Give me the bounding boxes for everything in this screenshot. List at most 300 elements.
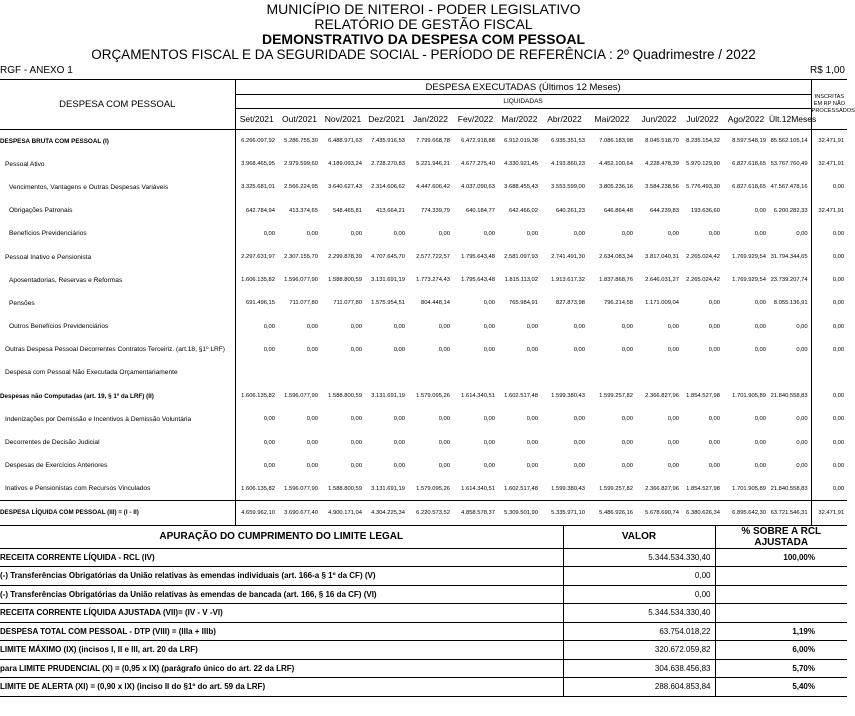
cell-value: 0,00 [796, 439, 808, 446]
row-label: Decorrentes de Decisão Judicial [5, 439, 100, 447]
cell-value: 0,00 [667, 462, 679, 469]
cell-value: 0,00 [621, 439, 633, 446]
cell-value: 827.873,98 [555, 300, 585, 307]
cell-value: 0,00 [796, 230, 808, 237]
limits-header-pct: % SOBRE A RCL AJUSTADA [715, 525, 847, 548]
cell-value: 3.584.238,56 [645, 184, 679, 191]
month-header: Mai/2022 [588, 109, 636, 130]
cell-value: 644.239,83 [649, 207, 679, 214]
limits-header-value: VALOR [563, 525, 715, 548]
cell-value: 0,00 [811, 245, 847, 268]
cell-value: 4.447.606,42 [416, 184, 450, 191]
cell-value: 3.805.236,16 [599, 184, 633, 191]
cell-value: 1.773.274,43 [416, 277, 450, 284]
cell-value: 0,00 [306, 346, 318, 353]
cell-value: 0,00 [483, 300, 495, 307]
cell-value: 642.784,94 [235, 199, 278, 222]
cell-value: 1.579.095,26 [416, 393, 450, 400]
cell-value: 0,00 [667, 439, 679, 446]
cell-value: 1.599.257,82 [599, 485, 633, 492]
cell-value: 0,00 [526, 346, 538, 353]
cell-value: 6.380.626,34 [686, 509, 720, 516]
cell-value: 0,00 [573, 439, 585, 446]
cell-value: 7.435.916,53 [371, 138, 405, 145]
table-row [0, 385, 847, 408]
month-header: Mar/2022 [498, 109, 541, 130]
cell-value: 2.581.097,93 [504, 254, 538, 261]
cell-value: 0,00 [483, 323, 495, 330]
cell-value: 8.235.154,32 [686, 138, 720, 145]
cell-value: 1.602.517,48 [504, 485, 538, 492]
cell-value [408, 361, 453, 384]
cell-value: 6.827.618,65 [732, 184, 766, 191]
cell-value: 0,00 [306, 416, 318, 423]
cell-value: 413.664,21 [375, 207, 405, 214]
limits-value: 5.344.534.330,40 [563, 548, 715, 567]
cell-value: 0,00 [754, 462, 766, 469]
limits-table [0, 525, 847, 697]
cell-value: 0,00 [811, 408, 847, 431]
table-row [0, 245, 847, 268]
cell-value: 0,00 [708, 230, 720, 237]
cell-value: 0,00 [306, 323, 318, 330]
limits-row [0, 604, 847, 623]
table-row [0, 361, 847, 384]
table-row [0, 222, 847, 245]
cell-value: 0,00 [667, 323, 679, 330]
cell-value: 0,00 [235, 315, 278, 338]
cell-value: 6.220.573,52 [416, 509, 450, 516]
cell-value: 0,00 [438, 230, 450, 237]
main-header: DESPESA COM PESSOAL [0, 80, 235, 130]
cell-value: 0,00 [526, 462, 538, 469]
cell-value: 0,00 [621, 462, 633, 469]
cell-value: 0,00 [306, 230, 318, 237]
row-label: Indenizações por Demissão e Incentivos à Demissão Voluntária [5, 415, 192, 423]
cell-value: 1.854.527,98 [686, 485, 720, 492]
cell-value: 1.614.340,51 [461, 485, 495, 492]
cell-value: 2.634.083,34 [599, 254, 633, 261]
cell-value: 6.488.971,63 [328, 138, 362, 145]
cell-value: 0,00 [235, 408, 278, 431]
cell-value: 0,00 [754, 416, 766, 423]
cell-value: 0,00 [573, 230, 585, 237]
cell-value [365, 361, 408, 384]
cell-value: 0,00 [393, 323, 405, 330]
cell-value: 0,00 [667, 416, 679, 423]
cell-value: 0,00 [708, 300, 720, 307]
cell-value: 5.335.971,10 [551, 509, 585, 516]
limits-label: (-) Transferências Obrigatórias da União relativas às emendas de bancada (art. 166, § 16 da CF) (VI) [0, 585, 563, 604]
cell-value: 0,00 [350, 462, 362, 469]
cell-value: 4.330.921,45 [504, 161, 538, 168]
cell-value: 6.266.097,92 [235, 130, 278, 153]
table-row [0, 338, 847, 361]
row-label: Pessoal Ativo [5, 160, 45, 168]
cell-value: 5.486.926,16 [599, 509, 633, 516]
table-row [0, 199, 847, 222]
month-header: Jul/2022 [682, 109, 723, 130]
cell-value: 1.606.135,82 [235, 477, 278, 500]
cell-value: 7.086.183,98 [599, 138, 633, 145]
cell-value: 0,00 [621, 323, 633, 330]
cell-value: 0,00 [350, 346, 362, 353]
month-header: Nov/2021 [321, 109, 365, 130]
cell-value: 2.979.599,60 [284, 161, 318, 168]
cell-value: 640.261,23 [555, 207, 585, 214]
cell-value: 21.840.558,83 [770, 393, 808, 400]
month-header: Set/2021 [235, 109, 278, 130]
municipality-title: MUNICÍPIO DE NITEROI - PODER LEGISLATIVO [266, 1, 581, 17]
cell-value: 5.221.946,21 [416, 161, 450, 168]
cell-value [541, 361, 588, 384]
liquidated-header: LIQUIDADAS [235, 95, 811, 109]
cell-value: 0,00 [306, 439, 318, 446]
limits-label: RECEITA CORRENTE LÍQUIDA - RCL (IV) [0, 548, 563, 567]
table-row [0, 130, 847, 153]
cell-value: 3.640.627,43 [328, 184, 362, 191]
row-label: Benefícios Previdenciários [9, 230, 87, 238]
cell-value: 21.840.558,83 [770, 485, 808, 492]
cell-value: 0,00 [393, 346, 405, 353]
cell-value: 0,00 [438, 346, 450, 353]
cell-value: 2.314.606,62 [371, 184, 405, 191]
limits-row [0, 567, 847, 586]
cell-value: 1.602.517,48 [504, 393, 538, 400]
table-row [0, 408, 847, 431]
cell-value: 2.741.491,30 [551, 254, 585, 261]
cell-value: 0,00 [438, 416, 450, 423]
cell-value: 53.767.760,49 [770, 161, 808, 168]
cell-value: 548.465,81 [332, 207, 362, 214]
cell-value: 4.037.090,63 [461, 184, 495, 191]
cell-value: 0,00 [811, 477, 847, 500]
cell-value: 1.171.009,04 [645, 300, 679, 307]
cell-value: 8.055.136,91 [773, 300, 808, 307]
cell-value: 2.366.827,96 [645, 485, 679, 492]
cell-value: 0,00 [811, 269, 847, 292]
cell-value: 413.374,65 [288, 207, 318, 214]
cell-value: 0,00 [438, 462, 450, 469]
cell-value: 0,00 [235, 431, 278, 454]
cell-value: 0,00 [350, 323, 362, 330]
cell-value: 0,00 [754, 346, 766, 353]
cell-value [636, 361, 682, 384]
table-row [0, 153, 847, 176]
inscribed-header: INSCRITAS EM RP NÃO PROCESSADOS [811, 80, 847, 130]
cell-value: 0,00 [796, 346, 808, 353]
cell-value: 1.701.905,89 [732, 485, 766, 492]
cell-value: 711.077,80 [333, 300, 362, 307]
table-row [0, 501, 847, 525]
cell-value: 0,00 [393, 439, 405, 446]
cell-value: 0,00 [235, 454, 278, 477]
limits-label: RECEITA CORRENTE LÍQUIDA AJUSTADA (VII)= (IV - V -VI) [0, 604, 563, 623]
limits-label: DESPESA TOTAL COM PESSOAL - DTP (VIII) = (IIIa + IIIb) [0, 622, 563, 641]
cell-value: 0,00 [393, 416, 405, 423]
period-title: ORÇAMENTOS FISCAL E DA SEGURIDADE SOCIAL - PERÍODO DE REFERÊNCIA : 2º Quadrimestre / 2022 [91, 47, 756, 62]
limits-pct: 6,00% [715, 641, 847, 660]
expense-table [0, 79, 855, 525]
cell-value: 0,00 [754, 439, 766, 446]
row-label: Despesa com Pessoal Não Executada Orçamentariamente [5, 369, 178, 377]
limits-pct [715, 604, 847, 623]
cell-value [588, 361, 636, 384]
cell-value: 2.297.631,97 [235, 245, 278, 268]
cell-value: 0,00 [811, 385, 847, 408]
cell-value: 0,00 [811, 222, 847, 245]
cell-value: 193.636,60 [690, 207, 720, 214]
cell-value: 4.228.478,39 [645, 161, 679, 168]
cell-value: 0,00 [811, 292, 847, 315]
cell-value: 1.795.643,48 [461, 254, 495, 261]
cell-value: 2.728.270,83 [371, 161, 405, 168]
cell-value: 6.935.351,53 [551, 138, 585, 145]
cell-value: 0,00 [811, 338, 847, 361]
cell-value: 4.900.171,04 [328, 509, 362, 516]
cell-value: 5.286.755,30 [284, 138, 318, 145]
cell-value: 0,00 [811, 315, 847, 338]
cell-value: 1.606.135,82 [235, 385, 278, 408]
cell-value: 0,00 [483, 230, 495, 237]
row-label: DESPESA LÍQUIDA COM PESSOAL (III) = (I - II) [0, 509, 139, 517]
cell-value: 2.566.224,95 [284, 184, 318, 191]
row-label: Outros Benefícios Previdenciários [9, 323, 109, 331]
cell-value: 640.184,77 [465, 207, 495, 214]
cell-value: 4.189.093,24 [328, 161, 362, 168]
cell-value: 5.970.129,90 [686, 161, 720, 168]
cell-value: 0,00 [483, 346, 495, 353]
cell-value: 5.309.501,90 [504, 509, 538, 516]
cell-value: 765.984,91 [508, 300, 538, 307]
cell-value: 4.659.962,10 [235, 501, 278, 525]
cell-value: 711.077,80 [289, 300, 318, 307]
month-header: Ago/2022 [723, 109, 769, 130]
cell-value: 0,00 [483, 462, 495, 469]
report-title: RELATÓRIO DE GESTÃO FISCAL [314, 16, 533, 32]
cell-value: 0,00 [350, 439, 362, 446]
cell-value: 3.817.040,31 [645, 254, 679, 261]
cell-value: 1.701.905,89 [732, 393, 766, 400]
limits-value: 0,00 [563, 585, 715, 604]
month-header: Fev/2022 [453, 109, 498, 130]
cell-value: 0,00 [754, 207, 766, 214]
limits-row [0, 641, 847, 660]
cell-value: 6.827.618,65 [732, 161, 766, 168]
table-row [0, 269, 847, 292]
cell-value: 2.265.024,42 [686, 254, 720, 261]
cell-value: 0,00 [796, 416, 808, 423]
table-row [0, 176, 847, 199]
cell-value: 0,00 [483, 416, 495, 423]
cell-value: 0,00 [526, 230, 538, 237]
month-header: Abr/2022 [541, 109, 588, 130]
cell-value: 1.769.929,54 [732, 277, 766, 284]
cell-value: 0,00 [235, 222, 278, 245]
cell-value: 1.588.800,59 [328, 485, 362, 492]
limits-row [0, 678, 847, 697]
cell-value: 3.688.455,43 [504, 184, 538, 191]
cell-value: 3.690.677,40 [284, 509, 318, 516]
cell-value: 4.707.645,70 [371, 254, 405, 261]
cell-value: 0,00 [754, 300, 766, 307]
limits-label: LIMITE DE ALERTA (XI) = (0,90 x IX) (inciso II do §1º do art. 59 da LRF) [0, 678, 563, 697]
cell-value [498, 361, 541, 384]
limits-label: para LIMITE PRUDENCIAL (X) = (0,95 x IX) (parágrafo único do art. 22 da LRF) [0, 659, 563, 678]
cell-value: 2.265.024,42 [686, 277, 720, 284]
limits-row [0, 585, 847, 604]
cell-value: 1.837.868,76 [599, 277, 633, 284]
cell-value: 6.200.282,33 [773, 207, 808, 214]
cell-value [723, 361, 769, 384]
month-header: Jun/2022 [636, 109, 682, 130]
limits-value: 320.672.059,82 [563, 641, 715, 660]
limits-row [0, 548, 847, 567]
cell-value: 32.471,91 [811, 130, 847, 153]
limits-label: LIMITE MÁXIMO (IX) (incisos I, II e III, art. 20 da LRF) [0, 641, 563, 660]
cell-value: 0,00 [796, 462, 808, 469]
cell-value: 0,00 [708, 323, 720, 330]
cell-value: 0,00 [573, 346, 585, 353]
cell-value: 0,00 [708, 439, 720, 446]
cell-value: 0,00 [621, 346, 633, 353]
cell-value: 0,00 [438, 323, 450, 330]
cell-value [235, 361, 278, 384]
cell-value: 0,00 [573, 462, 585, 469]
report-header [0, 2, 847, 62]
subheader [0, 65, 847, 79]
limits-value: 5.344.534.330,40 [563, 604, 715, 623]
row-label: Despesas não Computadas (art. 19, § 1º da LRF) (II) [0, 392, 154, 400]
row-label: DESPESA BRUTA COM PESSOAL (I) [0, 137, 109, 145]
cell-value: 0,00 [708, 462, 720, 469]
executed-header: DESPESA EXECUTADAS (Últimos 12 Meses) [235, 80, 811, 95]
cell-value: 6.472.918,88 [461, 138, 495, 145]
cell-value: 0,00 [235, 338, 278, 361]
cell-value: 804.448,14 [420, 300, 450, 307]
annex-label: RGF - ANEXO 1 [0, 65, 73, 76]
cell-value: 0,00 [350, 230, 362, 237]
cell-value: 8.597.548,19 [732, 138, 766, 145]
limits-pct [715, 585, 847, 604]
cell-value: 0,00 [667, 230, 679, 237]
cell-value: 1.596.077,90 [284, 485, 318, 492]
limits-pct: 1,19% [715, 622, 847, 641]
cell-value: 642.466,02 [508, 207, 538, 214]
cell-value: 1.575.954,51 [371, 300, 405, 307]
row-label: Pensões [9, 299, 35, 307]
cell-value: 796.214,58 [603, 300, 633, 307]
cell-value: 1.769.929,54 [732, 254, 766, 261]
cell-value: 1.579.095,26 [416, 485, 450, 492]
cell-value: 0,00 [526, 439, 538, 446]
cell-value: 2.646.031,27 [645, 277, 679, 284]
cell-value: 1.588.800,59 [328, 393, 362, 400]
cell-value: 0,00 [621, 416, 633, 423]
table-row [0, 431, 847, 454]
cell-value: 0,00 [526, 323, 538, 330]
cell-value: 0,00 [438, 439, 450, 446]
cell-value: 0,00 [667, 346, 679, 353]
cell-value: 1.913.617,32 [551, 277, 585, 284]
cell-value: 0,00 [393, 230, 405, 237]
cell-value [321, 361, 365, 384]
cell-value [769, 361, 811, 384]
cell-value: 4.193.860,23 [551, 161, 585, 168]
cell-value: 4.452.100,64 [599, 161, 633, 168]
cell-value: 3.553.599,00 [551, 184, 585, 191]
month-header: Jan/2022 [408, 109, 453, 130]
cell-value: 31.794.344,65 [770, 254, 808, 261]
cell-value: 3.968.465,95 [235, 153, 278, 176]
cell-value: 1.599.257,82 [599, 393, 633, 400]
cell-value: 1.854.527,98 [686, 393, 720, 400]
cell-value [682, 361, 723, 384]
cell-value: 0,00 [573, 323, 585, 330]
cell-value: 6.912.019,38 [504, 138, 538, 145]
cell-value: 2.299.878,39 [328, 254, 362, 261]
table-row [0, 454, 847, 477]
row-label: Inativos e Pensionistas com Recursos Vinculados [5, 485, 151, 493]
cell-value: 47.567.478,16 [770, 184, 808, 191]
table-row [0, 477, 847, 500]
cell-value: 0,00 [796, 323, 808, 330]
cell-value: 1.614.340,51 [461, 393, 495, 400]
row-label: Outras Despesa Pessoal Decorrentes Contratos Terceiriz. (art.18, §1º LRF) [5, 346, 225, 354]
cell-value: 3.131.691,19 [371, 277, 405, 284]
limits-pct [715, 567, 847, 586]
cell-value: 0,00 [811, 176, 847, 199]
statement-title: DEMONSTRATIVO DA DESPESA COM PESSOAL [261, 31, 586, 47]
cell-value: 5.678.690,74 [645, 509, 679, 516]
cell-value: 4.677.275,40 [461, 161, 495, 168]
limits-row [0, 622, 847, 641]
limits-value: 304.638.456,83 [563, 659, 715, 678]
row-label: Obrigações Patronais [9, 207, 73, 215]
cell-value: 63.721.546,31 [770, 509, 808, 516]
cell-value: 1.606.135,82 [235, 269, 278, 292]
cell-value [453, 361, 498, 384]
cell-value: 646.864,48 [603, 207, 633, 214]
cell-value: 0,00 [754, 323, 766, 330]
cell-value: 1.596.077,90 [284, 393, 318, 400]
limits-label: (-) Transferências Obrigatórias da União relativas às emendas individuais (art. 166-a § 1º da CF) (V) [0, 567, 563, 586]
row-label: Despesas de Exercícios Anteriores [5, 462, 108, 470]
cell-value: 0,00 [573, 416, 585, 423]
cell-value: 3.131.691,19 [371, 393, 405, 400]
cell-value: 0,00 [526, 416, 538, 423]
cell-value: 0,00 [811, 431, 847, 454]
cell-value: 8.045.518,70 [645, 138, 679, 145]
table-row [0, 292, 847, 315]
cell-value: 4.304.225,34 [371, 509, 405, 516]
limits-value: 63.754.018,22 [563, 622, 715, 641]
cell-value: 0,00 [754, 230, 766, 237]
cell-value: 0,00 [621, 230, 633, 237]
unit-label: R$ 1,00 [809, 65, 845, 76]
cell-value: 691.496,15 [235, 292, 278, 315]
month-header: Dez/2021 [365, 109, 408, 130]
cell-value: 0,00 [350, 416, 362, 423]
cell-value: 1.815.113,02 [504, 277, 538, 284]
cell-value: 1.795.643,48 [461, 277, 495, 284]
cell-value: 1.599.380,43 [551, 485, 585, 492]
cell-value: 1.599.380,43 [551, 393, 585, 400]
cell-value [278, 361, 321, 384]
cell-value: 3.325.681,01 [235, 176, 278, 199]
cell-value: 0,00 [708, 416, 720, 423]
limits-pct: 5,70% [715, 659, 847, 678]
